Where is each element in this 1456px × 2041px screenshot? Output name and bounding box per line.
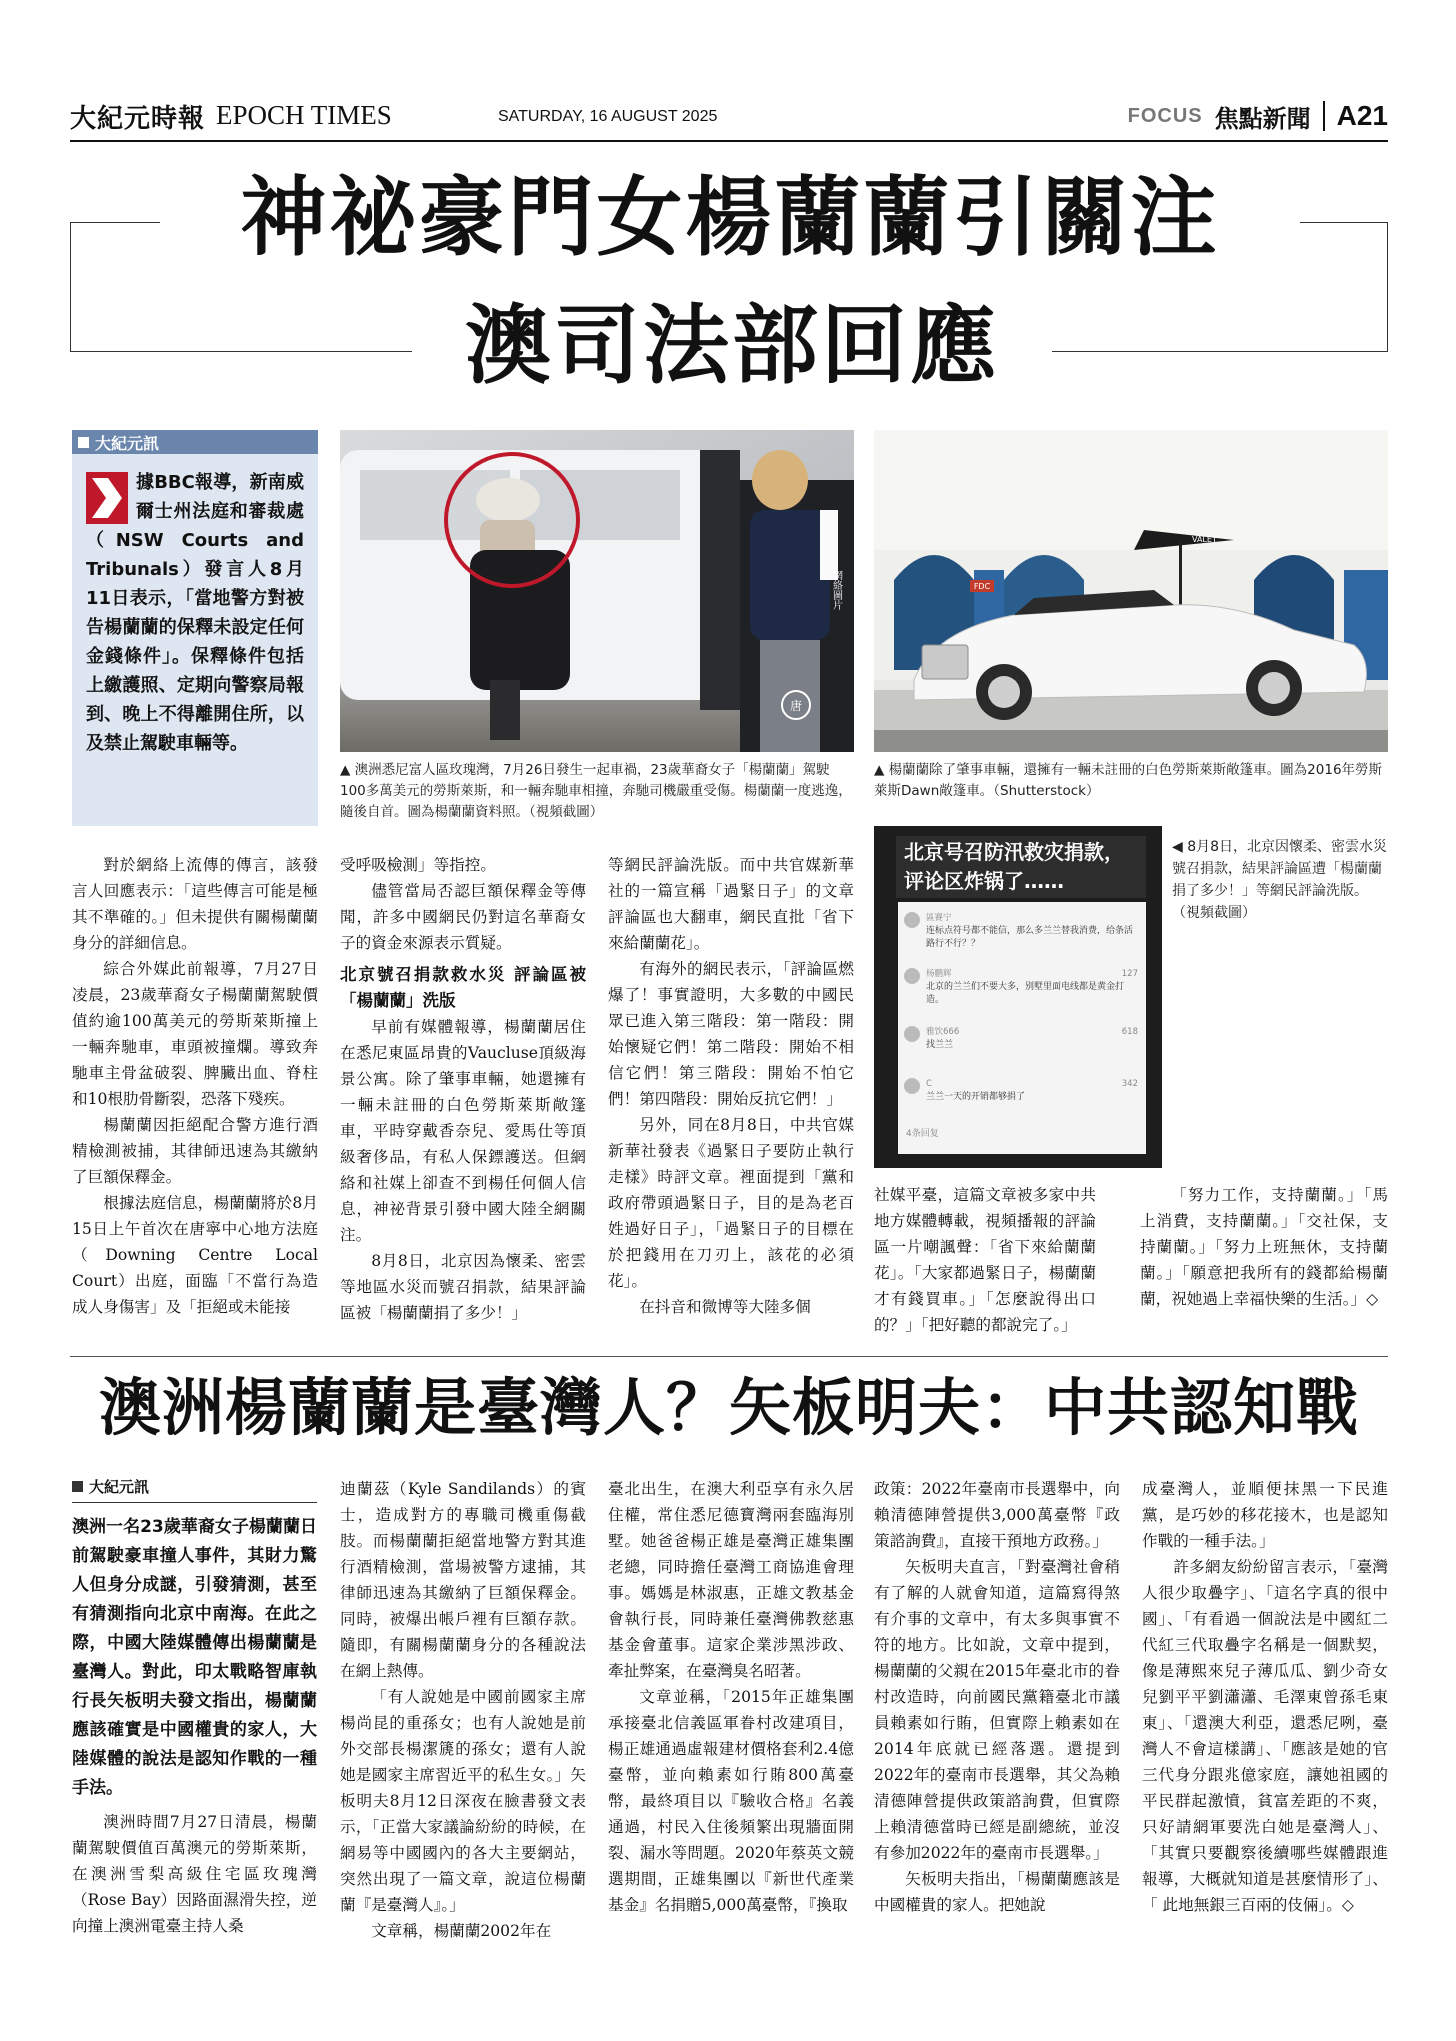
paragraph: 矢板明夫直言，「對臺灣社會稍有了解的人就會知道，這篇寫得煞有介事的文章中，有太多與事實不符的地方。比如說，文章中提到，楊蘭蘭的父親在2015年臺北市的眷村改造時，向前國民黨籍臺北市議員賴素如行賄，但實際上賴素如在2014年底就已經落選。還提到2022年的臺南市長選舉，其父為賴清德陣營提供政策諮詢費，但實際上賴清德當時已經是副總統，並沒有參加2022年的臺南市長選舉。」 — [874, 1558, 1120, 1862]
avatar — [904, 1078, 920, 1094]
paragraph: 「有人說她是中國前國家主席楊尚昆的重孫女；也有人說她是前外交部長楊潔篪的孫女；還有人說她是國家主席習近平的私生女。」矢板明夫8月12日深夜在臉書發文表示，「正當大家議論紛紛的時候，在網易等中國國內的各大主要網站，突然出現了一篇文章，說這位楊蘭蘭『是臺灣人』。」 — [340, 1688, 586, 1914]
paragraph: 迪蘭茲（Kyle Sandilands）的賓士，造成對方的專職司機重傷截肢。而楊蘭蘭拒絕當地警方對其進行酒精檢測，當場被警方逮捕，其律師迅速為其繳納了巨額保釋金。同時，被爆出帳戶裡有巨額存款。隨即，有關楊蘭蘭身分的各種說法在網上熱傳。 — [340, 1480, 586, 1680]
section-label — [1128, 98, 1388, 134]
paragraph: 對於網絡上流傳的傳言，該發言人回應表示：「這些傳言可能是極其不準確的。」但未提供有關楊蘭蘭身分的詳細信息。 — [72, 856, 318, 952]
section-chinese: 焦點新聞 — [1214, 104, 1311, 133]
headline-frame — [70, 351, 420, 352]
commenter-name: 雅饮666 618 — [926, 1027, 1138, 1037]
paragraph: 成臺灣人，並順便抹黑一下民進黨，是巧妙的移花接木，也是認知作戰的一種手法。」 — [1142, 1480, 1388, 1550]
lead-box-2 — [72, 1476, 317, 1939]
paragraph: 8月8日，北京因為懷柔、密雲等地區水災而號召捐款，結果評論區被「楊蘭蘭捐了多少！」 — [340, 1252, 586, 1322]
story-divider — [70, 1356, 1388, 1357]
article-column-1 — [72, 1809, 317, 1939]
headline-frame — [70, 222, 71, 352]
article-column-4 — [874, 1182, 1096, 1338]
photo-caption-1: ▲ 澳洲悉尼富人區玫瑰灣，7月26日發生一起車禍，23歲華裔女子「楊蘭蘭」駕駛100多萬美元的勞斯萊斯，和一輛奔馳車相撞，奔馳司機嚴重受傷。楊蘭蘭一度逃逸，隨後自首。圖為楊蘭蘭資料照。（視頻截圖） — [340, 762, 852, 820]
commenter-name: 區賽宁 — [926, 913, 952, 923]
headline-line-1: 神祕豪門女楊蘭蘭引關注 — [160, 168, 1300, 268]
photo-rolls-royce — [874, 430, 1388, 752]
photo-image — [340, 430, 854, 752]
comment-text: 连标点符号都不能信，那么多兰兰替我消费，给条活路行不行？？ — [926, 926, 1134, 949]
paragraph: 社媒平臺，這篇文章被多家中共地方媒體轉載，視頻播報的評論區一片嘲諷聲：「省下來給蘭蘭花」。「大家都過緊日子，楊蘭蘭才有錢買車。」「怎麼說得出口的？」「把好聽的都說完了。」 — [874, 1186, 1096, 1334]
paragraph: 「努力工作，支持蘭蘭。」「馬上消費，支持蘭蘭。」「交社保，支持蘭蘭。」「努力上班無休，支持蘭蘭。」「願意把我所有的錢都給楊蘭蘭，祝她過上幸福快樂的生活。」◇ — [1140, 1186, 1388, 1308]
article-column-3 — [608, 1476, 854, 1918]
avatar — [904, 912, 920, 928]
article-column-5 — [1142, 1476, 1388, 1918]
comment-text: 兰兰一天的开销都够捐了 — [926, 1092, 1026, 1102]
paragraph: 有海外的網民表示，「評論區燃爆了！事實證明，大多數的中國民眾已進入第三階段：第一階段：開始懷疑它們！第二階段：開始不相信它們！第三階段：開始不怕它們！第四階段：開始反抗它們！」 — [608, 960, 854, 1108]
paragraph: 綜合外媒此前報導，7月27日凌晨，23歲華裔女子楊蘭蘭駕駛價值約逾100萬美元的勞斯萊斯撞上一輛奔馳車，車頭被撞爛。導致奔馳車主骨盆破裂、脾臟出血、脊柱和10根肋骨斷裂，恐落下殘疾。 — [72, 960, 318, 1108]
issue-date: SATURDAY, 16 AUGUST 2025 — [498, 108, 718, 125]
masthead-english: EPOCH TIMES — [216, 100, 392, 130]
source-tag-label: 大紀元訊 — [95, 433, 160, 453]
source-tag — [72, 1476, 317, 1503]
paragraph: 在抖音和微博等大陸多個 — [639, 1298, 811, 1316]
source-tag — [72, 430, 318, 454]
comment — [906, 1078, 1138, 1104]
commenter-name: C 342 — [926, 1079, 1138, 1089]
svg-text:唐: 唐 — [789, 699, 803, 713]
lead-text: 據BBC報導，新南威爾士州法庭和審裁處（NSW Courts and Tribunals）發言人8月11日表示，「當地警方對被告楊蘭蘭的保釋未設定任何金錢條件」。保釋條件包括上繳護照、定期向警察局報到、晚上不得離開住所，以及禁止駕駛車輛等。 — [86, 472, 304, 754]
photo-watermark: 網絡圖片 — [830, 570, 842, 610]
square-icon — [72, 1481, 83, 1492]
subheading: 北京號召捐款救水災 評論區被「楊蘭蘭」洗版 — [340, 965, 586, 1010]
photo-yang-lanlan — [340, 430, 854, 752]
paragraph: 儘管當局否認巨額保釋金等傳聞，許多中國網民仍對這名華裔女子的資金來源表示質疑。 — [340, 882, 586, 952]
headline-story-2: 澳洲楊蘭蘭是臺灣人？矢板明夫：中共認知戰 — [98, 1371, 1359, 1444]
paragraph: 早前有媒體報導，楊蘭蘭居住在悉尼東區昂貴的Vaucluse頂級海景公寓。除了肇事車輛，她還擁有一輛未註冊的白色勞斯萊斯敞篷車，平時穿戴香奈兒、愛馬仕等頂級奢侈品，有私人保鏢護送。但網絡和社媒上卻查不到楊任何個人信息，神祕背景引發中國大陸全網關注。 — [340, 1018, 586, 1244]
paragraph: 矢板明夫指出，「楊蘭蘭應該是中國權貴的家人。把她說 — [874, 1870, 1120, 1914]
section-english: FOCUS — [1127, 104, 1203, 127]
paragraph: 楊蘭蘭因拒絕配合警方進行酒精檢測被捕，其律師迅速為其繳納了巨額保釋金。 — [72, 1116, 318, 1186]
commenter-name: 杨鹏辉 127 — [926, 969, 1138, 979]
comment — [906, 968, 1138, 1007]
article-column-4 — [874, 1476, 1120, 1918]
paragraph: 另外，同在8月8日，中共官媒新華社發表《過緊日子要防止執行走樣》時評文章。裡面提到「黨和政府帶頭過緊日子，目的是為老百姓過好日子」，「過緊日子的目標在於把錢用在刀刃上，該花的必須花」。 — [608, 1116, 854, 1290]
lead-box — [72, 430, 318, 826]
avatar — [904, 1026, 920, 1042]
paragraph: 等網民評論洗版。而中共官媒新華社的一篇宣稱「過緊日子」的文章評論區也大翻車，網民直批「省下來給蘭蘭花」。 — [608, 856, 854, 952]
article-column-2 — [340, 852, 586, 1326]
article-column-2 — [340, 1476, 586, 1944]
valet-sign: VALET — [1192, 535, 1217, 544]
comment — [906, 1026, 1138, 1052]
page-header — [70, 98, 1388, 138]
comment-text: 北京的兰兰们不要大多，别墅里面电线都是黄金打造。 — [926, 982, 1125, 1005]
comment-panel — [898, 902, 1146, 1154]
comment-screenshot — [874, 826, 1162, 1168]
square-icon — [78, 437, 89, 448]
source-tag-label: 大紀元訊 — [89, 1478, 150, 1496]
screenshot-title: 北京号召防汛救灾捐款，评论区炸锅了…… — [896, 836, 1146, 898]
divider — [1323, 101, 1325, 131]
headline-frame — [1040, 351, 1388, 352]
paragraph: 政策：2022年臺南市長選舉中，向賴清德陣營提供3,000萬臺幣『政策諮詢費』，直接干預地方政務。」 — [874, 1480, 1120, 1550]
store-sign: FDC — [973, 582, 991, 591]
screenshot-caption: ◀ 8月8日，北京因懷柔、密雲水災號召捐款，結果評論區遭「楊蘭蘭捐了多少！」等網民評論洗版。（視頻截圖） — [1172, 839, 1388, 921]
paragraph: 澳洲時間7月27日清晨，楊蘭蘭駕駛價值百萬澳元的勞斯萊斯，在澳洲雪梨高級住宅區玫瑰灣（Rose Bay）因路面濕滑失控，逆向撞上澳洲電臺主持人桑 — [72, 1813, 317, 1935]
paragraph: 文章並稱，「2015年正雄集團承接臺北信義區軍眷村改建項目，楊正雄通過虛報建材價格套利2.4億臺幣，並向賴素如行賄800萬臺幣，最終項目以『驗收合格』名義通過，村民入住後頻繁出現牆面開裂、漏水等問題。2020年蔡英文競選期間，正雄集團以『新世代產業基金』名捐贈5,000萬臺幣，『換取 — [608, 1688, 854, 1914]
paragraph: 根據法庭信息，楊蘭蘭將於8月15日上午首次在唐寧中心地方法庭（Downing Centre Local Court）出庭，面臨「不當行為造成人身傷害」及「拒絕或未能接 — [72, 1194, 318, 1316]
chevron-right-icon — [86, 472, 128, 524]
header-rule — [70, 140, 1388, 142]
article-column-5 — [1140, 1182, 1388, 1312]
avatar — [904, 968, 920, 984]
headline-frame — [1387, 222, 1388, 352]
paragraph: 臺北出生，在澳大利亞享有永久居住權，常住悉尼德寶灣兩套臨海別墅。她爸爸楊正雄是臺灣正雄集團老總，同時擔任臺灣工商協進會理事。媽媽是林淑惠，正雄文教基金會執行長，同時兼任臺灣佛教慈惠基金會董事。這家企業涉黑涉政、牽扯弊案，在臺灣臭名昭著。 — [608, 1480, 854, 1680]
article-column-3 — [608, 852, 854, 1320]
paragraph: 文章稱，楊蘭蘭2002年在 — [371, 1922, 552, 1940]
comment-text: 找兰兰 — [926, 1040, 954, 1050]
photo-image — [874, 430, 1388, 752]
more-replies: 4条回复 — [906, 1129, 939, 1139]
paragraph: 許多網友紛紛留言表示，「臺灣人很少取疊字」、「這名字真的很中國」、「有看過一個說法是中國紅二代紅三代取疊字名稱是一個默契，像是薄熙來兒子薄瓜瓜、劉少奇女兒劉平平劉瀟瀟、毛澤東曾孫毛東東」、「還澳大利亞，還悉尼咧，臺灣人不會這樣講」、「應該是她的官三代身分跟兆億家庭，讓她祖國的平民群起激憤，貧富差距的不爽，只好請網軍要洗白她是臺灣人」、「其實只要觀察後續哪些媒體跟進報導，大概就知道是甚麼情形了」、「 此地無銀三百兩的伎倆」。◇ — [1142, 1558, 1388, 1914]
lead-text: 澳洲一名23歲華裔女子楊蘭蘭日前駕駛豪車撞人事件，其財力驚人但身分成謎，引發猜測，甚至有猜測指向北京中南海。在此之際，中國大陸媒體傳出楊蘭蘭是臺灣人。對此，印太戰略智庫執行長矢板明夫發文指出，楊蘭蘭應該確實是中國權貴的家人，大陸媒體的說法是認知作戰的一種手法。 — [72, 1517, 317, 1798]
photo-caption-2: ▲ 楊蘭蘭除了肇事車輛，還擁有一輛未註冊的白色勞斯萊斯敞篷車。圖為2016年勞斯萊斯Dawn敞篷車。（Shutterstock） — [874, 762, 1383, 799]
page-number: A21 — [1336, 100, 1388, 131]
comment — [906, 912, 1138, 951]
article-column-1 — [72, 852, 318, 1320]
headline-line-2: 澳司法部回應 — [412, 296, 1052, 396]
lead-text-block — [86, 468, 304, 758]
masthead-chinese: 大紀元時報 — [70, 104, 206, 134]
paragraph: 受呼吸檢測」等指控。 — [340, 856, 496, 874]
